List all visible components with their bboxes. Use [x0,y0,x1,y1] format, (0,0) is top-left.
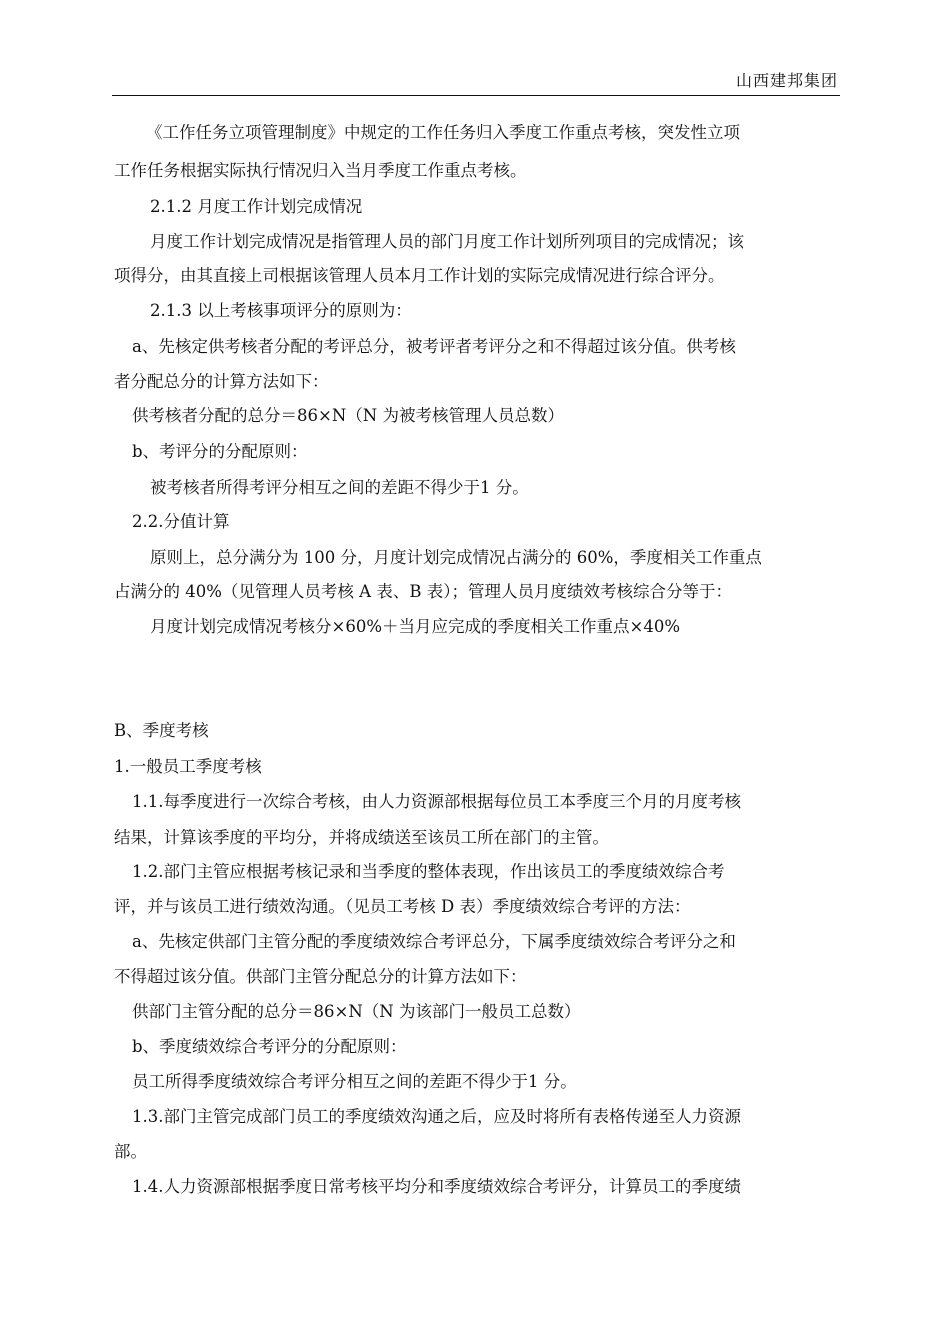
company-name: 山西建邦集团 [735,71,838,90]
formula-line: 供考核者分配的总分＝86×N（N 为被考核管理人员总数） [132,406,564,425]
paragraph-line: 1.3.部门主管完成部门员工的季度绩效沟通之后，应及时将所有表格传递至人力资源 [132,1107,741,1126]
paragraph-line: 月度工作计划完成情况是指管理人员的部门月度工作计划所列项目的完成情况；该 [150,232,744,251]
paragraph-line: 员工所得季度绩效综合考评分相互之间的差距不得少于1 分。 [132,1072,577,1091]
paragraph-line: 被考核者所得考评分相互之间的差距不得少于1 分。 [150,478,529,497]
formula-line: 供部门主管分配的总分＝86×N（N 为该部门一般员工总数） [132,1002,581,1021]
paragraph-line: 评，并与该员工进行绩效沟通。（见员工考核 D 表）季度绩效综合考评的方法： [114,897,691,916]
section-heading: B、季度考核 [114,721,209,740]
paragraph-line: b、季度绩效综合考评分的分配原则： [132,1037,407,1056]
paragraph-line: 结果，计算该季度的平均分，并将成绩送至该员工所在部门的主管。 [114,828,609,847]
section-heading: 2.2.分值计算 [132,512,230,531]
paragraph-line: 不得超过该分值。供部门主管分配总分的计算方法如下： [114,967,527,986]
paragraph-line: 工作任务根据实际执行情况归入当月季度工作重点考核。 [114,161,527,180]
paragraph-line: 项得分，由其直接上司根据该管理人员本月工作计划的实际完成情况进行综合评分。 [114,266,725,285]
paragraph-line: 1.1.每季度进行一次综合考核，由人力资源部根据每位员工本季度三个月的月度考核 [132,792,741,811]
paragraph-line: a、先核定供考核者分配的考评总分，被考评者考评分之和不得超过该分值。供考核 [132,337,736,356]
paragraph-line: 《工作任务立项管理制度》中规定的工作任务归入季度工作重点考核，突发性立项 [146,123,740,142]
paragraph-line: a、先核定供部门主管分配的季度绩效综合考评总分，下属季度绩效综合考评分之和 [132,932,736,951]
paragraph-line: 1.2.部门主管应根据考核记录和当季度的整体表现，作出该员工的季度绩效综合考 [132,862,725,881]
paragraph-line: 原则上，总分满分为 100 分，月度计划完成情况占满分的 60%，季度相关工作重点 [150,548,762,567]
paragraph-line: 者分配总分的计算方法如下： [114,372,329,391]
page-header [112,62,840,96]
paragraph-line: 部。 [114,1142,147,1161]
paragraph-line: 1.4.人力资源部根据季度日常考核平均分和季度绩效综合考评分，计算员工的季度绩 [132,1177,741,1196]
paragraph-line: b、考评分的分配原则： [132,442,308,461]
formula-line: 月度计划完成情况考核分×60%＋当月应完成的季度相关工作重点×40% [150,617,680,636]
section-heading: 1.一般员工季度考核 [114,757,262,776]
paragraph-line: 占满分的 40%（见管理人员考核 A 表、B 表）；管理人员月度绩效考核综合分等于： [114,582,732,601]
header-divider [112,95,840,96]
section-heading: 2.1.2 月度工作计划完成情况 [150,197,363,216]
section-heading: 2.1.3 以上考核事项评分的原则为： [150,301,412,320]
